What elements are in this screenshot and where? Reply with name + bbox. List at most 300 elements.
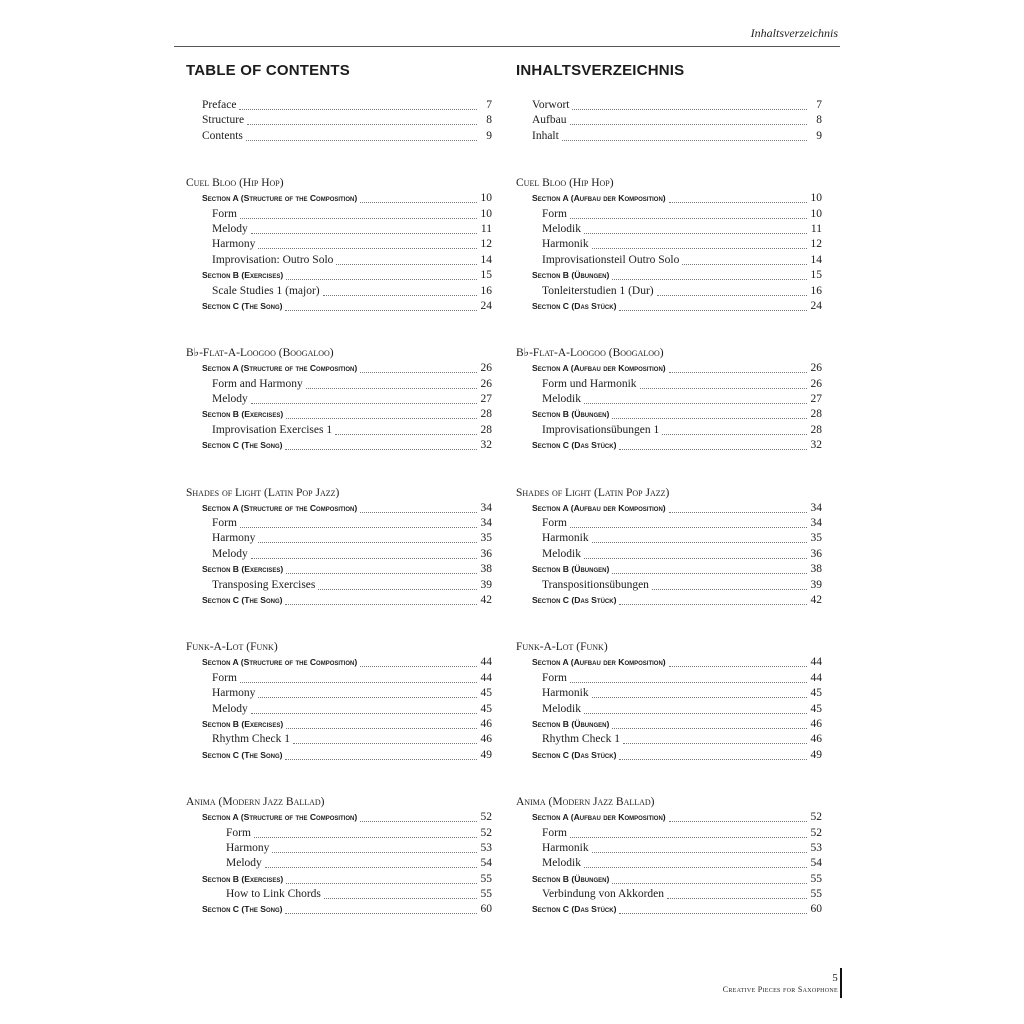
- dot-leader: [360, 192, 477, 203]
- toc-entry-label: Form und Harmonik: [542, 377, 637, 390]
- toc-entry-page: 26: [480, 362, 492, 375]
- toc-entry: [516, 531, 822, 546]
- song-group: [516, 345, 822, 453]
- toc-entry-label: Harmonik: [542, 841, 589, 854]
- toc-entry: [516, 856, 822, 871]
- toc-entry: [186, 826, 492, 841]
- toc-entry: [516, 501, 822, 516]
- toc-entry: [186, 284, 492, 299]
- toc-entry-page: 46: [480, 717, 492, 730]
- dot-leader: [240, 208, 477, 219]
- toc-entry: [186, 392, 492, 407]
- dot-leader: [623, 733, 807, 744]
- toc-entry-label: Section A (Aufbau der Komposition): [532, 812, 666, 823]
- toc-entry-page: 52: [480, 826, 492, 839]
- dot-leader: [251, 393, 477, 404]
- toc-entry-page: 35: [480, 532, 492, 545]
- toc-entry: [186, 686, 492, 701]
- toc-entry-page: 36: [810, 547, 822, 560]
- toc-entry-page: 14: [810, 253, 822, 266]
- toc-entry-page: 52: [810, 811, 822, 824]
- toc-entry-page: 35: [810, 532, 822, 545]
- toc-entry-label: Harmony: [212, 238, 256, 251]
- toc-entry-label: Melody: [212, 393, 248, 406]
- dot-leader: [667, 888, 807, 899]
- dot-leader: [669, 502, 807, 513]
- dot-leader: [265, 857, 477, 868]
- song-title: Funk-A-Lot (Funk): [186, 641, 278, 654]
- toc-entry: [186, 562, 492, 577]
- toc-entry: [516, 98, 822, 113]
- toc-entry-label: Improvisation: Outro Solo: [212, 253, 334, 266]
- dot-leader: [592, 687, 807, 698]
- toc-entry-page: 10: [810, 207, 822, 220]
- toc-entry-page: 10: [810, 192, 822, 205]
- toc-entry: [516, 113, 822, 128]
- dot-leader: [251, 548, 477, 559]
- toc-entry-label: Section C (Das Stück): [532, 749, 617, 760]
- toc-entry: [186, 655, 492, 670]
- toc-entry-page: 8: [486, 114, 492, 127]
- dot-leader: [592, 842, 807, 853]
- toc-entry-label: Scale Studies 1 (major): [212, 284, 320, 297]
- toc-entry-label: Form: [542, 517, 567, 530]
- toc-entry-page: 45: [810, 702, 822, 715]
- song-title: B♭-Flat-A-Loogoo (Boogaloo): [186, 347, 334, 360]
- toc-entry-page: 12: [480, 238, 492, 251]
- toc-english-column: [186, 60, 492, 918]
- dot-leader: [572, 99, 807, 110]
- song-group: [516, 485, 822, 609]
- toc-entry-label: Form: [212, 207, 237, 220]
- song-title: Anima (Modern Jazz Ballad): [186, 796, 325, 809]
- toc-entry: [516, 423, 822, 438]
- toc-entry-page: 34: [810, 517, 822, 530]
- toc-entry-label: Harmonik: [542, 687, 589, 700]
- song-group: [186, 794, 492, 918]
- dot-leader: [612, 718, 807, 729]
- toc-entry-page: 9: [816, 129, 822, 142]
- toc-entry-label: Aufbau: [532, 114, 567, 127]
- toc-entry-page: 27: [810, 393, 822, 406]
- dot-leader: [592, 238, 807, 249]
- dot-leader: [251, 703, 477, 714]
- toc-entry: [186, 593, 492, 608]
- toc-entry: [516, 129, 822, 144]
- toc-entry-label: Harmony: [226, 841, 270, 854]
- dot-leader: [251, 223, 477, 234]
- toc-entry-page: 15: [480, 269, 492, 282]
- dot-leader: [293, 733, 477, 744]
- toc-entry-page: 14: [480, 253, 492, 266]
- toc-entry-label: Transpositionsübungen: [542, 578, 649, 591]
- toc-body: [516, 98, 822, 918]
- toc-entry-label: How to Link Chords: [226, 888, 321, 901]
- toc-entry-label: Improvisationsübungen 1: [542, 423, 660, 436]
- dot-leader: [570, 672, 807, 683]
- toc-entry: [516, 222, 822, 237]
- song-group: [516, 175, 822, 314]
- toc-entry-page: 54: [480, 857, 492, 870]
- dot-leader: [669, 192, 807, 203]
- dot-leader: [246, 130, 477, 141]
- toc-entry-page: 28: [810, 423, 822, 436]
- toc-entry: [186, 531, 492, 546]
- toc-entry: [516, 299, 822, 314]
- dot-leader: [336, 254, 477, 265]
- toc-entry: [186, 732, 492, 747]
- song-title: Cuel Bloo (Hip Hop): [186, 177, 284, 190]
- toc-entry-label: Section B (Übungen): [532, 409, 610, 420]
- toc-entry-page: 38: [480, 563, 492, 576]
- dot-leader: [584, 703, 807, 714]
- toc-entry: [516, 717, 822, 732]
- toc-entry-page: 11: [810, 222, 822, 235]
- toc-entry: [186, 407, 492, 422]
- dot-leader: [657, 285, 807, 296]
- dot-leader: [669, 362, 807, 373]
- toc-entry-label: Harmony: [212, 687, 256, 700]
- toc-entry: [186, 810, 492, 825]
- toc-entry-label: Section A (Aufbau der Komposition): [532, 193, 666, 204]
- toc-entry-label: Section A (Structure of the Composition): [202, 812, 358, 823]
- dot-leader: [335, 424, 477, 435]
- toc-entry-page: 55: [810, 872, 822, 885]
- toc-entry-label: Form: [226, 826, 251, 839]
- page-footer: [723, 972, 838, 994]
- song-title: Anima (Modern Jazz Ballad): [516, 796, 655, 809]
- toc-entry: [516, 686, 822, 701]
- toc-entry-label: Section A (Aufbau der Komposition): [532, 657, 666, 668]
- dot-leader: [254, 827, 477, 838]
- toc-entry: [516, 268, 822, 283]
- toc-entry: [186, 377, 492, 392]
- toc-entry-label: Inhalt: [532, 129, 559, 142]
- toc-entry-page: 8: [816, 114, 822, 127]
- toc-entry-label: Section C (Das Stück): [532, 594, 617, 605]
- dot-leader: [323, 285, 477, 296]
- toc-entry-label: Section C (The Song): [202, 300, 283, 311]
- dot-leader: [286, 563, 477, 574]
- toc-entry: [186, 237, 492, 252]
- toc-entry-page: 49: [480, 748, 492, 761]
- toc-entry: [186, 841, 492, 856]
- dot-leader: [619, 903, 807, 914]
- toc-entry-label: Rhythm Check 1: [542, 733, 620, 746]
- running-header: Inhaltsverzeichnis: [750, 26, 838, 40]
- toc-entry-label: Melody: [226, 857, 262, 870]
- toc-entry-page: 26: [480, 377, 492, 390]
- dot-leader: [562, 130, 807, 141]
- toc-entry-page: 27: [480, 393, 492, 406]
- dot-leader: [272, 842, 477, 853]
- toc-entry-page: 7: [816, 99, 822, 111]
- toc-entry-page: 38: [810, 563, 822, 576]
- song-title: Shades of Light (Latin Pop Jazz): [516, 486, 670, 499]
- toc-entry-page: 32: [480, 439, 492, 452]
- toc-entry-label: Transposing Exercises: [212, 578, 316, 591]
- toc-entry-label: Section B (Übungen): [532, 270, 610, 281]
- toc-entry-label: Section B (Exercises): [202, 873, 284, 884]
- toc-entry: [516, 361, 822, 376]
- dot-leader: [619, 594, 807, 605]
- toc-entry-label: Melodik: [542, 222, 581, 235]
- toc-entry: [516, 547, 822, 562]
- header-rule: [174, 46, 840, 47]
- toc-entry: [186, 222, 492, 237]
- toc-entry-label: Section C (The Song): [202, 749, 283, 760]
- toc-entry-page: 26: [810, 362, 822, 375]
- toc-entry: [186, 253, 492, 268]
- toc-entry: [516, 887, 822, 902]
- toc-entry-page: 44: [480, 671, 492, 684]
- toc-entry: [516, 578, 822, 593]
- toc-entry: [516, 872, 822, 887]
- toc-entry-page: 55: [480, 888, 492, 901]
- toc-entry-label: Section B (Übungen): [532, 873, 610, 884]
- toc-entry-label: Section B (Exercises): [202, 718, 284, 729]
- dot-leader: [612, 269, 807, 280]
- toc-entry-page: 44: [810, 671, 822, 684]
- toc-entry-page: 46: [810, 717, 822, 730]
- toc-entry-page: 46: [480, 733, 492, 746]
- dot-leader: [570, 827, 807, 838]
- dot-leader: [584, 393, 807, 404]
- dot-leader: [318, 579, 477, 590]
- dot-leader: [640, 378, 807, 389]
- toc-entry-page: 42: [480, 593, 492, 606]
- toc-entry-label: Section C (Das Stück): [532, 300, 617, 311]
- toc-entry-label: Tonleiterstudien 1 (Dur): [542, 284, 654, 297]
- toc-entry-page: 34: [480, 501, 492, 514]
- song-group: [516, 639, 822, 763]
- toc-entry: [516, 593, 822, 608]
- toc-entry: [516, 191, 822, 206]
- dot-leader: [285, 903, 477, 914]
- toc-entry: [186, 702, 492, 717]
- toc-title: INHALTSVERZEICHNIS: [516, 62, 685, 79]
- dot-leader: [584, 548, 807, 559]
- toc-entry-page: 52: [480, 811, 492, 824]
- dot-leader: [285, 594, 477, 605]
- toc-entry: [186, 856, 492, 871]
- toc-entry-label: Improvisation Exercises 1: [212, 423, 333, 436]
- song-title: Funk-A-Lot (Funk): [516, 641, 608, 654]
- toc-entry: [186, 547, 492, 562]
- dot-leader: [247, 114, 477, 125]
- dot-leader: [285, 300, 477, 311]
- page-number: 5: [832, 972, 838, 984]
- song-group: [516, 794, 822, 918]
- toc-entry-page: 53: [480, 841, 492, 854]
- toc-entry-label: Section B (Exercises): [202, 564, 284, 575]
- toc-entry-label: Form: [542, 671, 567, 684]
- toc-entry: [186, 578, 492, 593]
- toc-entry-label: Section C (Das Stück): [532, 440, 617, 451]
- dot-leader: [669, 656, 807, 667]
- toc-entry-label: Section A (Aufbau der Komposition): [532, 502, 666, 513]
- toc-entry: [516, 702, 822, 717]
- toc-entry: [516, 841, 822, 856]
- toc-entry: [186, 299, 492, 314]
- toc-german-column: [516, 60, 822, 918]
- song-title: Shades of Light (Latin Pop Jazz): [186, 486, 340, 499]
- toc-entry: [516, 407, 822, 422]
- toc-entry-page: 46: [810, 733, 822, 746]
- toc-entry-label: Section B (Exercises): [202, 409, 284, 420]
- toc-entry: [516, 284, 822, 299]
- toc-entry: [516, 377, 822, 392]
- dot-leader: [584, 857, 807, 868]
- toc-entry-label: Melodik: [542, 393, 581, 406]
- toc-entry: [186, 423, 492, 438]
- toc-entry-page: 12: [810, 238, 822, 251]
- toc-entry-label: Section A (Structure of the Composition): [202, 502, 358, 513]
- toc-entry: [516, 392, 822, 407]
- toc-entry-label: Section C (The Song): [202, 904, 283, 915]
- toc-entry: [516, 732, 822, 747]
- dot-leader: [360, 502, 477, 513]
- toc-entry: [516, 902, 822, 917]
- toc-entry-label: Section A (Structure of the Composition): [202, 363, 358, 374]
- dot-leader: [669, 811, 807, 822]
- dot-leader: [286, 269, 477, 280]
- toc-entry-page: 28: [810, 408, 822, 421]
- toc-entry-page: 60: [480, 903, 492, 916]
- toc-entry-label: Section A (Structure of the Composition): [202, 193, 358, 204]
- dot-leader: [612, 408, 807, 419]
- toc-entry-label: Section B (Exercises): [202, 270, 284, 281]
- toc-entry-label: Contents: [202, 129, 243, 142]
- book-title: Creative Pieces for Saxophone: [722, 985, 838, 994]
- dot-leader: [240, 672, 477, 683]
- dot-leader: [570, 517, 807, 528]
- toc-entry-page: 24: [480, 299, 492, 312]
- toc-entry-page: 24: [810, 299, 822, 312]
- song-group: [186, 639, 492, 763]
- toc-entry: [186, 191, 492, 206]
- toc-entry: [186, 872, 492, 887]
- dot-leader: [682, 254, 807, 265]
- toc-entry: [516, 562, 822, 577]
- dot-leader: [258, 238, 477, 249]
- toc-entry-page: 16: [480, 284, 492, 297]
- toc-entry-page: 45: [810, 687, 822, 700]
- toc-entry: [186, 98, 492, 113]
- toc-entry-label: Harmony: [212, 532, 256, 545]
- toc-entry-label: Structure: [202, 114, 245, 127]
- toc-entry-label: Section A (Aufbau der Komposition): [532, 363, 666, 374]
- dot-leader: [360, 811, 477, 822]
- toc-entry: [516, 655, 822, 670]
- dot-leader: [286, 873, 477, 884]
- toc-entry-page: 49: [810, 748, 822, 761]
- dot-leader: [570, 114, 808, 125]
- toc-entry-page: 54: [810, 857, 822, 870]
- toc-entry-page: 45: [480, 702, 492, 715]
- toc-entry-label: Melody: [212, 702, 248, 715]
- dot-leader: [286, 718, 477, 729]
- toc-entry-page: 32: [810, 439, 822, 452]
- dot-leader: [239, 99, 477, 110]
- toc-entry-page: 16: [810, 284, 822, 297]
- dot-leader: [286, 408, 477, 419]
- song-title: Cuel Bloo (Hip Hop): [516, 177, 614, 190]
- dot-leader: [306, 378, 477, 389]
- toc-entry-page: 10: [480, 192, 492, 205]
- toc-entry: [516, 438, 822, 453]
- dot-leader: [324, 888, 477, 899]
- toc-entry: [516, 207, 822, 222]
- dot-leader: [240, 517, 477, 528]
- song-title: B♭-Flat-A-Loogoo (Boogaloo): [516, 347, 664, 360]
- toc-entry: [186, 207, 492, 222]
- toc-entry: [186, 129, 492, 144]
- toc-entry-label: Rhythm Check 1: [212, 733, 290, 746]
- toc-entry-page: 39: [810, 578, 822, 591]
- toc-entry-page: 60: [810, 903, 822, 916]
- dot-leader: [584, 223, 807, 234]
- toc-entry: [186, 717, 492, 732]
- toc-entry-label: Preface: [202, 99, 237, 111]
- toc-entry-label: Melody: [212, 547, 248, 560]
- song-group: [186, 485, 492, 609]
- toc-entry: [186, 902, 492, 917]
- footer-bar: [840, 968, 842, 998]
- toc-entry-page: 44: [480, 656, 492, 669]
- dot-leader: [570, 208, 807, 219]
- toc-entry: [186, 438, 492, 453]
- dot-leader: [612, 873, 807, 884]
- toc-entry: [516, 237, 822, 252]
- toc-entry-page: 52: [810, 826, 822, 839]
- toc-entry: [186, 516, 492, 531]
- dot-leader: [360, 362, 477, 373]
- dot-leader: [652, 579, 807, 590]
- toc-entry: [516, 516, 822, 531]
- toc-entry-page: 44: [810, 656, 822, 669]
- dot-leader: [360, 656, 477, 667]
- toc-entry: [186, 748, 492, 763]
- dot-leader: [285, 749, 477, 760]
- toc-entry: [516, 748, 822, 763]
- toc-entry-page: 42: [810, 593, 822, 606]
- toc-entry-label: Harmonik: [542, 532, 589, 545]
- song-group: [186, 345, 492, 453]
- toc-entry-page: 28: [480, 423, 492, 436]
- toc-entry-label: Form: [542, 207, 567, 220]
- toc-entry-label: Melody: [212, 222, 248, 235]
- dot-leader: [619, 749, 807, 760]
- toc-entry-page: 36: [480, 547, 492, 560]
- dot-leader: [258, 687, 477, 698]
- toc-entry: [186, 887, 492, 902]
- toc-entry-label: Section B (Übungen): [532, 718, 610, 729]
- toc-entry-page: 39: [480, 578, 492, 591]
- toc-entry-label: Vorwort: [532, 99, 570, 111]
- toc-entry-label: Improvisationsteil Outro Solo: [542, 253, 680, 266]
- song-group: [186, 175, 492, 314]
- toc-entry-label: Form: [212, 671, 237, 684]
- toc-entry-page: 15: [810, 269, 822, 282]
- toc-entry-page: 7: [486, 99, 492, 111]
- toc-entry: [186, 501, 492, 516]
- toc-entry: [186, 268, 492, 283]
- toc-entry-label: Melodik: [542, 547, 581, 560]
- dot-leader: [662, 424, 807, 435]
- toc-entry-label: Form: [542, 826, 567, 839]
- toc-entry-label: Verbindung von Akkorden: [542, 888, 665, 901]
